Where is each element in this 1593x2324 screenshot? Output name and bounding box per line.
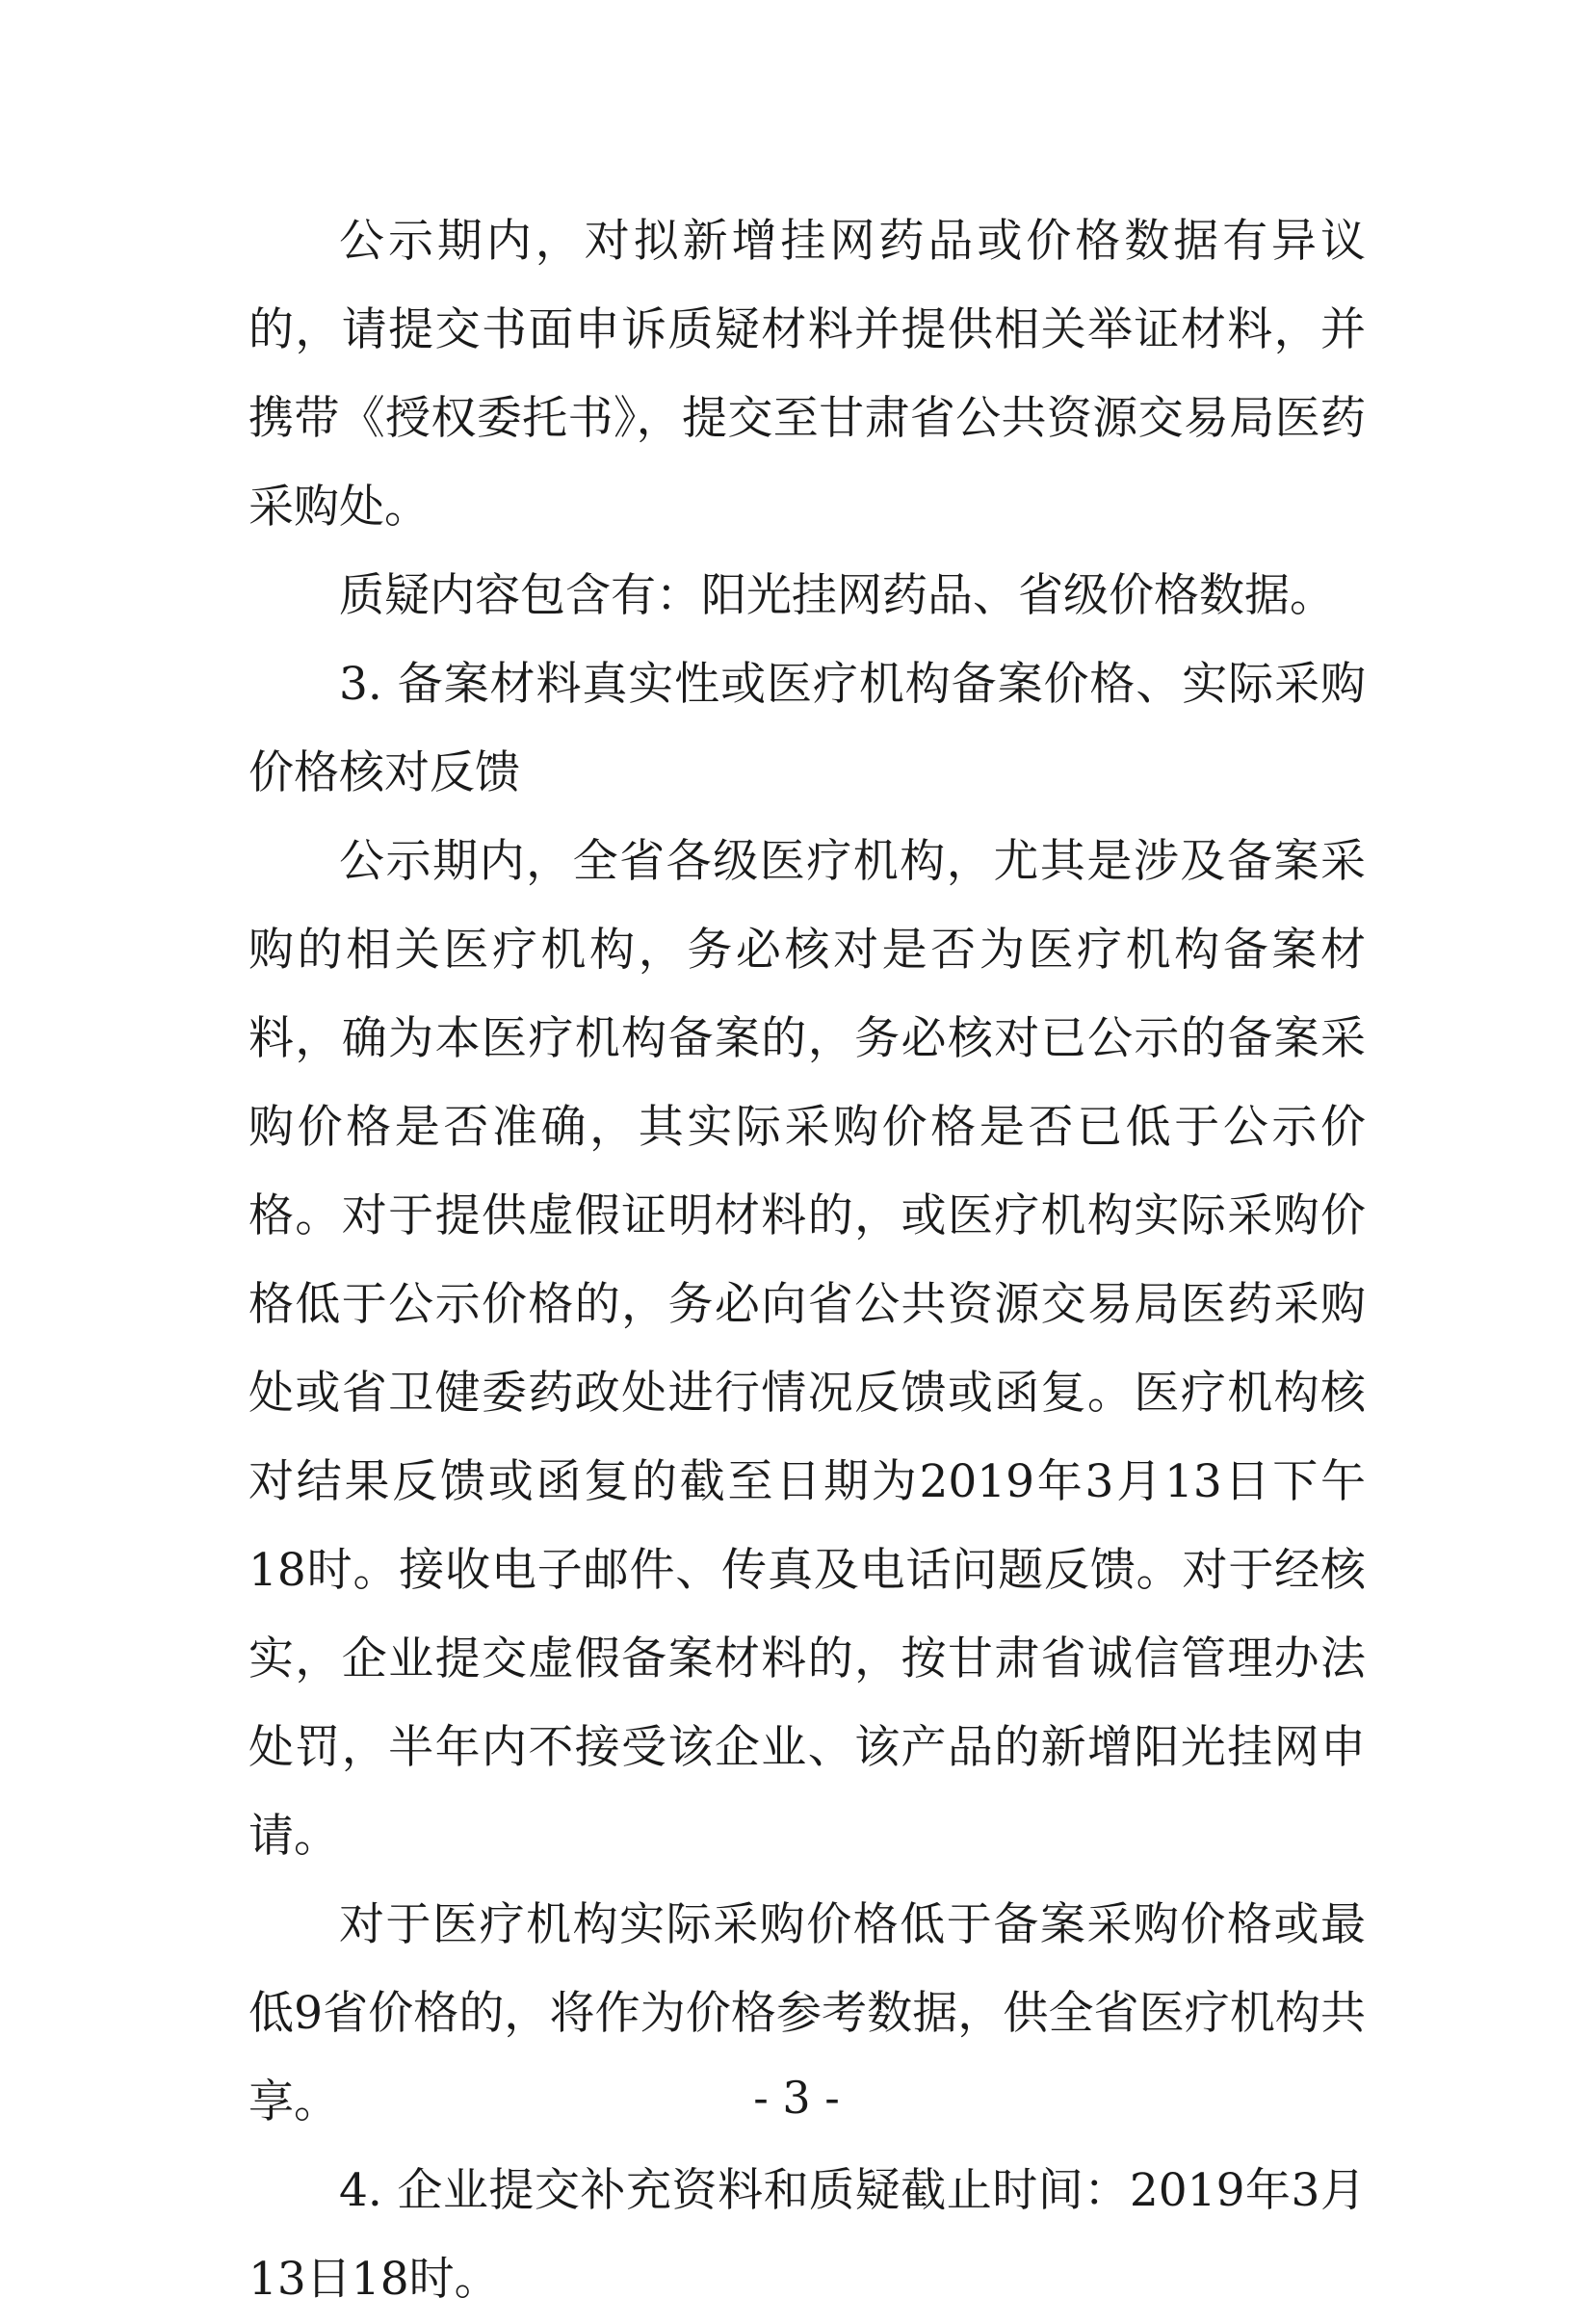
paragraph-institution-verification: 公示期内，全省各级医疗机构，尤其是涉及备案采购的相关医疗机构，务必核对是否为医疗机构备案材料，确为本医疗机构备案的，务必核对已公示的备案采购价格是否准确，其实际采购价格是否已低于公示价格。对于提供虚假证明材料的，或医疗机构实际采购价格低于公示价格的，务必向省公共资源交易局医药采购处或省卫健委药政处进行情况反馈或函复。医疗机构核对结果反馈或函复的截至日期为2019年3月13日下午18时。接收电子邮件、传真及电话问题反馈。对于经核实，企业提交虚假备案材料的，按甘肃省诚信管理办法处罚，半年内不接受该企业、该产品的新增阳光挂网申请。 <box>248 835 1366 1863</box>
paragraph-section-3-heading: 3. 备案材料真实性或医疗机构备案价格、实际采购价格核对反馈 <box>248 658 1366 799</box>
paragraph-section-4-deadline: 4. 企业提交补充资料和质疑截止时间：2019年3月13日18时。 <box>248 2164 1366 2306</box>
page-number: - 3 - <box>753 2072 840 2124</box>
body-text <box>248 197 1366 2324</box>
paragraph-objection-submission: 公示期内，对拟新增挂网药品或价格数据有异议的，请提交书面申诉质疑材料并提供相关举证材料，并携带《授权委托书》，提交至甘肃省公共资源交易局医药采购处。 <box>248 215 1366 534</box>
paragraph-objection-scope: 质疑内容包含有：阳光挂网药品、省级价格数据。 <box>339 569 1335 622</box>
paragraph-price-reference: 对于医疗机构实际采购价格低于备案采购价格或最低9省价格的，将作为价格参考数据，供全省医疗机构共享。 <box>248 1898 1366 2128</box>
